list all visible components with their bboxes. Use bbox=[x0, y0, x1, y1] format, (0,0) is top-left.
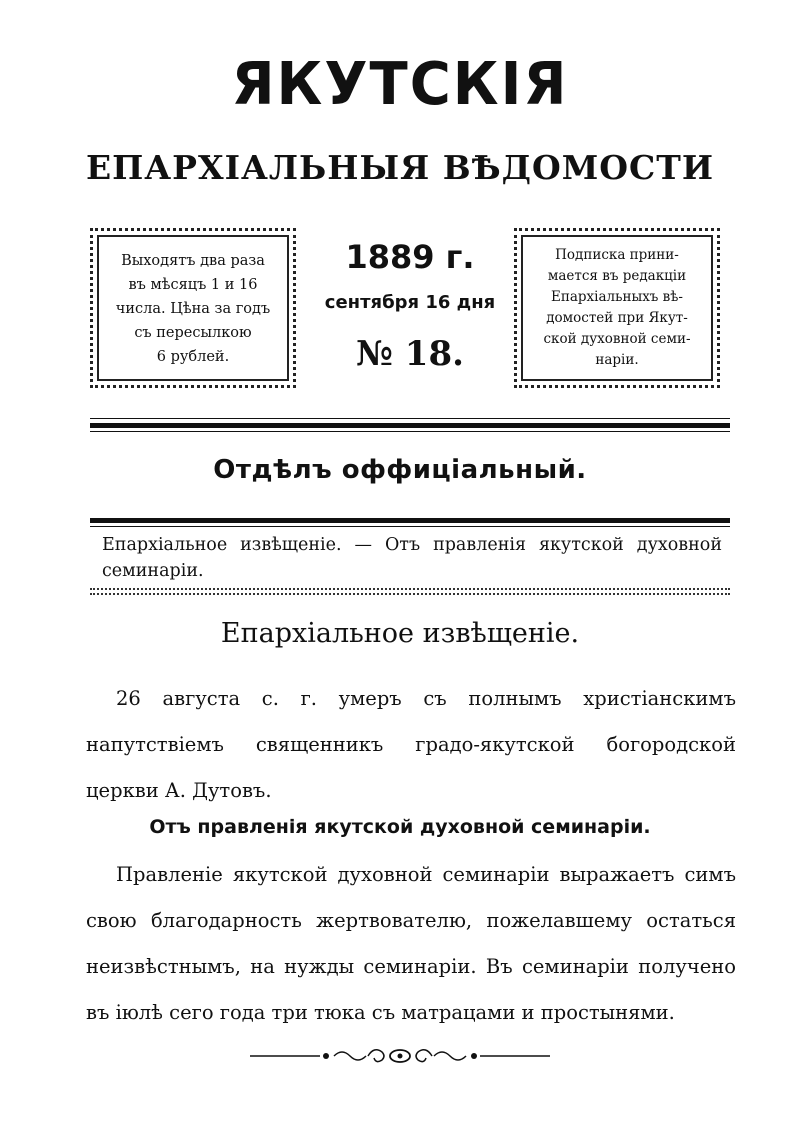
divider-rule-thick bbox=[90, 518, 730, 523]
box-line: Выходятъ два раза bbox=[121, 253, 265, 269]
box-line: 6 рублей. bbox=[156, 349, 230, 365]
subscription-schedule-box bbox=[90, 228, 296, 388]
notice-heading: Епархіальное извѣщеніе. bbox=[220, 618, 580, 649]
subscription-info-box bbox=[514, 228, 720, 388]
divider-dotted bbox=[90, 593, 730, 595]
box-line: съ пересылкою bbox=[134, 325, 252, 341]
issue-number: № 18. bbox=[356, 334, 464, 374]
box-line: Епархіальныхъ вѣ- bbox=[551, 289, 683, 305]
seminary-text: Правленіе якутской духовной семинаріи выражаетъ симъ свою благодарность жертвователю, пожелавшему остаться неизвѣстнымъ, на нужды семинаріи. Въ семинаріи получено въ іюлѣ сего года три тюка съ матрацами и простынями. bbox=[86, 863, 736, 1024]
table-of-contents: Епархіальное извѣщеніе. — Отъ правленія якутской духовной семинаріи. bbox=[102, 535, 722, 581]
divider-rule bbox=[90, 526, 730, 527]
divider-rule bbox=[90, 431, 730, 432]
decorative-scroll-ornament-icon bbox=[250, 1044, 550, 1068]
box-line: наріи. bbox=[595, 352, 639, 368]
issue-year: 1889 г. bbox=[345, 238, 475, 276]
notice-text: 26 августа с. г. умеръ съ полнымъ христіанскимъ напутствіемъ священникъ градо-якутской богородской церкви А. Дутовъ. bbox=[86, 687, 736, 802]
divider-rule-thick bbox=[90, 423, 730, 428]
divider-dotted bbox=[90, 588, 730, 590]
divider-rule bbox=[90, 418, 730, 419]
box-line: ской духовной семи- bbox=[543, 331, 691, 347]
notice-paragraph bbox=[86, 676, 736, 814]
box-line: въ мѣсяцъ 1 и 16 bbox=[128, 277, 258, 293]
seminary-paragraph bbox=[86, 852, 736, 1036]
masthead-title: ЯКУТСКІЯ bbox=[231, 50, 569, 119]
seminary-heading: Отъ правленія якутской духовной семинаріи. bbox=[149, 816, 651, 838]
box-line: мается въ редакціи bbox=[547, 268, 687, 284]
box-line: Подписка прини- bbox=[555, 247, 679, 263]
masthead-subtitle: ЕПАРХІАЛЬНЫЯ ВѢДОМОСТИ bbox=[85, 148, 715, 187]
box-line: домостей при Якут- bbox=[546, 310, 688, 326]
issue-date: сентября 16 дня bbox=[324, 292, 496, 313]
section-title: Отдѣлъ оффиціальный. bbox=[213, 455, 587, 485]
box-line: числа. Цѣна за годъ bbox=[115, 301, 271, 317]
